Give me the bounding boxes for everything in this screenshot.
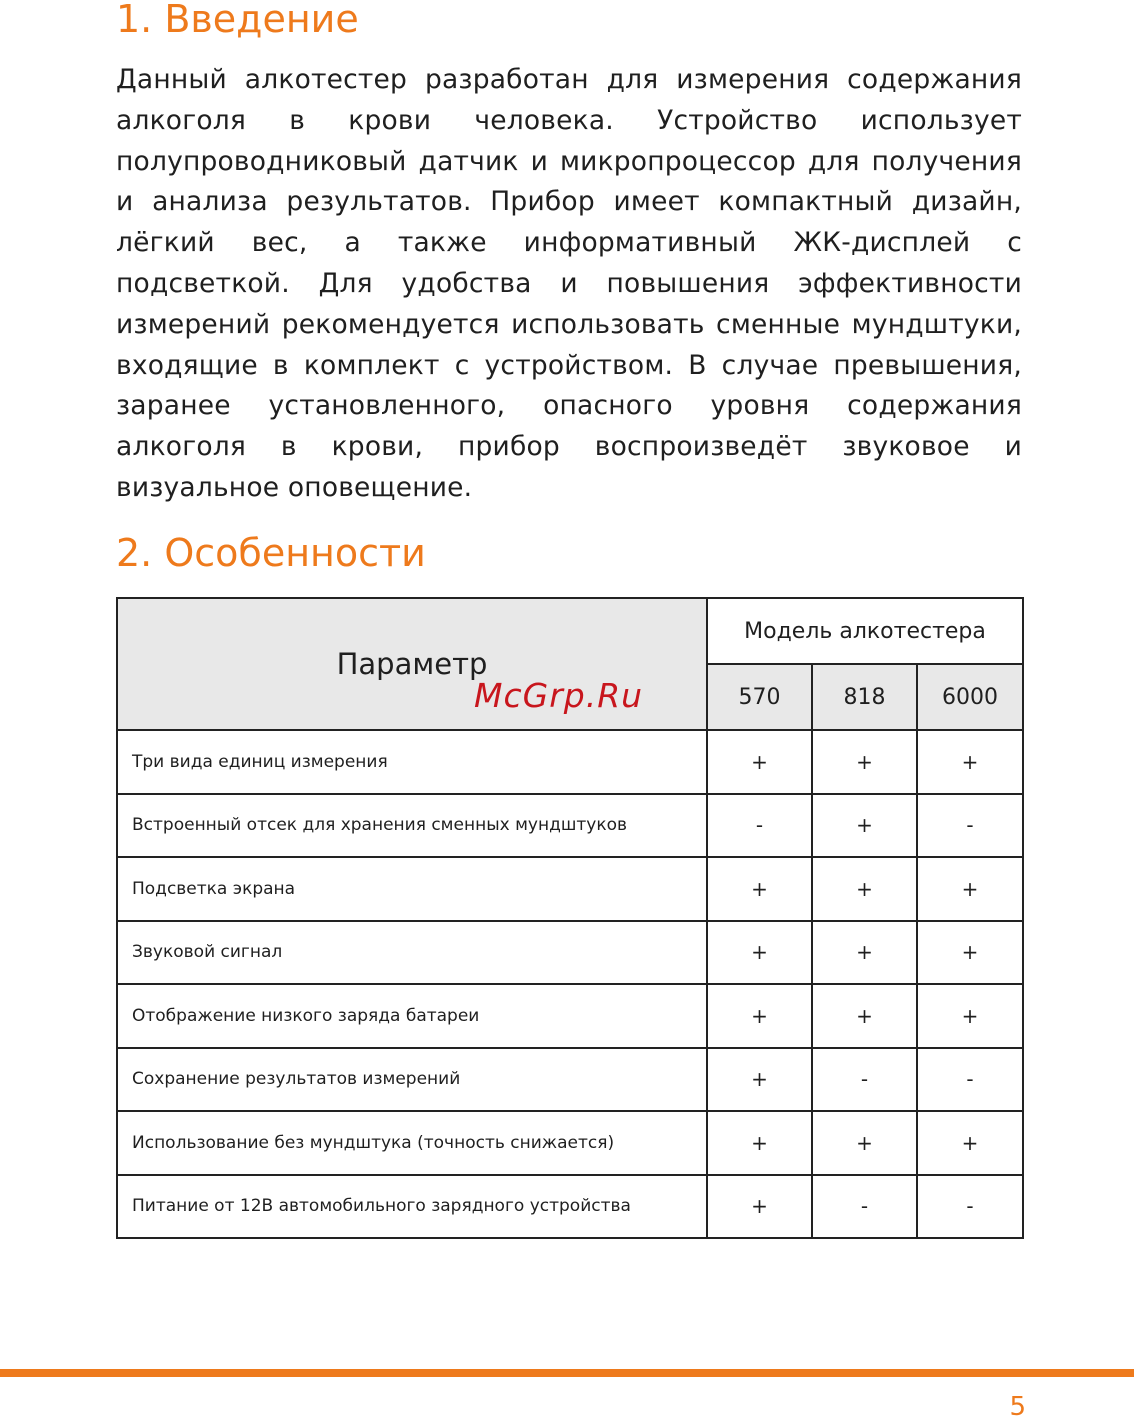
row-parameter: Звуковой сигнал [117, 921, 707, 985]
row-parameter: Отображение низкого заряда батареи [117, 984, 707, 1048]
value-818: - [812, 1175, 917, 1239]
value-6000: + [917, 984, 1023, 1048]
value-570: + [707, 730, 812, 794]
value-6000: + [917, 1111, 1023, 1175]
value-6000: + [917, 921, 1023, 985]
value-570: + [707, 1111, 812, 1175]
row-parameter: Подсветка экрана [117, 857, 707, 921]
value-6000: - [917, 794, 1023, 858]
page-number: 5 [1009, 1392, 1026, 1422]
value-570: + [707, 984, 812, 1048]
value-818: + [812, 857, 917, 921]
table-row [117, 1048, 1023, 1112]
value-570: + [707, 1048, 812, 1112]
section-title-introduction: 1. Введение [116, 0, 359, 41]
model-header: Модель алкотестера [707, 598, 1023, 664]
table-row [117, 1175, 1023, 1239]
value-6000: + [917, 857, 1023, 921]
section-title-features: 2. Особенности [116, 531, 426, 575]
introduction-paragraph: Данный алкотестер разработан для измерения содержания алкоголя в крови человека. Устройство использует полупроводниковый датчик и микропроцессор для получения и анализа результатов. Прибор имеет компактный дизайн, лёгкий вес, а также информативный ЖК-дисплей с подсветкой. Для удобства и повышения эффективности измерений рекомендуется использовать сменные мундштуки, входящие в комплект с устройством. В случае превышения, заранее установленного, опасного уровня содержания алкоголя в крови, прибор воспроизведёт звуковое и визуальное оповещение. [116, 64, 1022, 503]
table-row [117, 857, 1023, 921]
row-parameter: Использование без мундштука (точность снижается) [117, 1111, 707, 1175]
value-570: - [707, 794, 812, 858]
value-6000: - [917, 1048, 1023, 1112]
model-818-header: 818 [812, 664, 917, 730]
value-818: + [812, 730, 917, 794]
value-570: + [707, 1175, 812, 1239]
value-6000: + [917, 730, 1023, 794]
value-818: + [812, 921, 917, 985]
model-570-header: 570 [707, 664, 812, 730]
table-row [117, 730, 1023, 794]
watermark: McGrp.Ru [474, 676, 644, 715]
row-parameter: Питание от 12В автомобильного зарядного устройства [117, 1175, 707, 1239]
table-row [117, 794, 1023, 858]
value-818: + [812, 984, 917, 1048]
value-818: + [812, 1111, 917, 1175]
value-818: - [812, 1048, 917, 1112]
table-row [117, 921, 1023, 985]
features-table [116, 597, 1024, 1239]
value-6000: - [917, 1175, 1023, 1239]
row-parameter: Встроенный отсек для хранения сменных мундштуков [117, 794, 707, 858]
table-row [117, 984, 1023, 1048]
value-570: + [707, 921, 812, 985]
row-parameter: Сохранение результатов измерений [117, 1048, 707, 1112]
row-parameter: Три вида единиц измерения [117, 730, 707, 794]
value-818: + [812, 794, 917, 858]
model-6000-header: 6000 [917, 664, 1023, 730]
table-row [117, 1111, 1023, 1175]
footer-divider [0, 1369, 1134, 1377]
parameter-header [117, 598, 707, 730]
parameter-header-label: Параметр [336, 647, 488, 681]
value-570: + [707, 857, 812, 921]
